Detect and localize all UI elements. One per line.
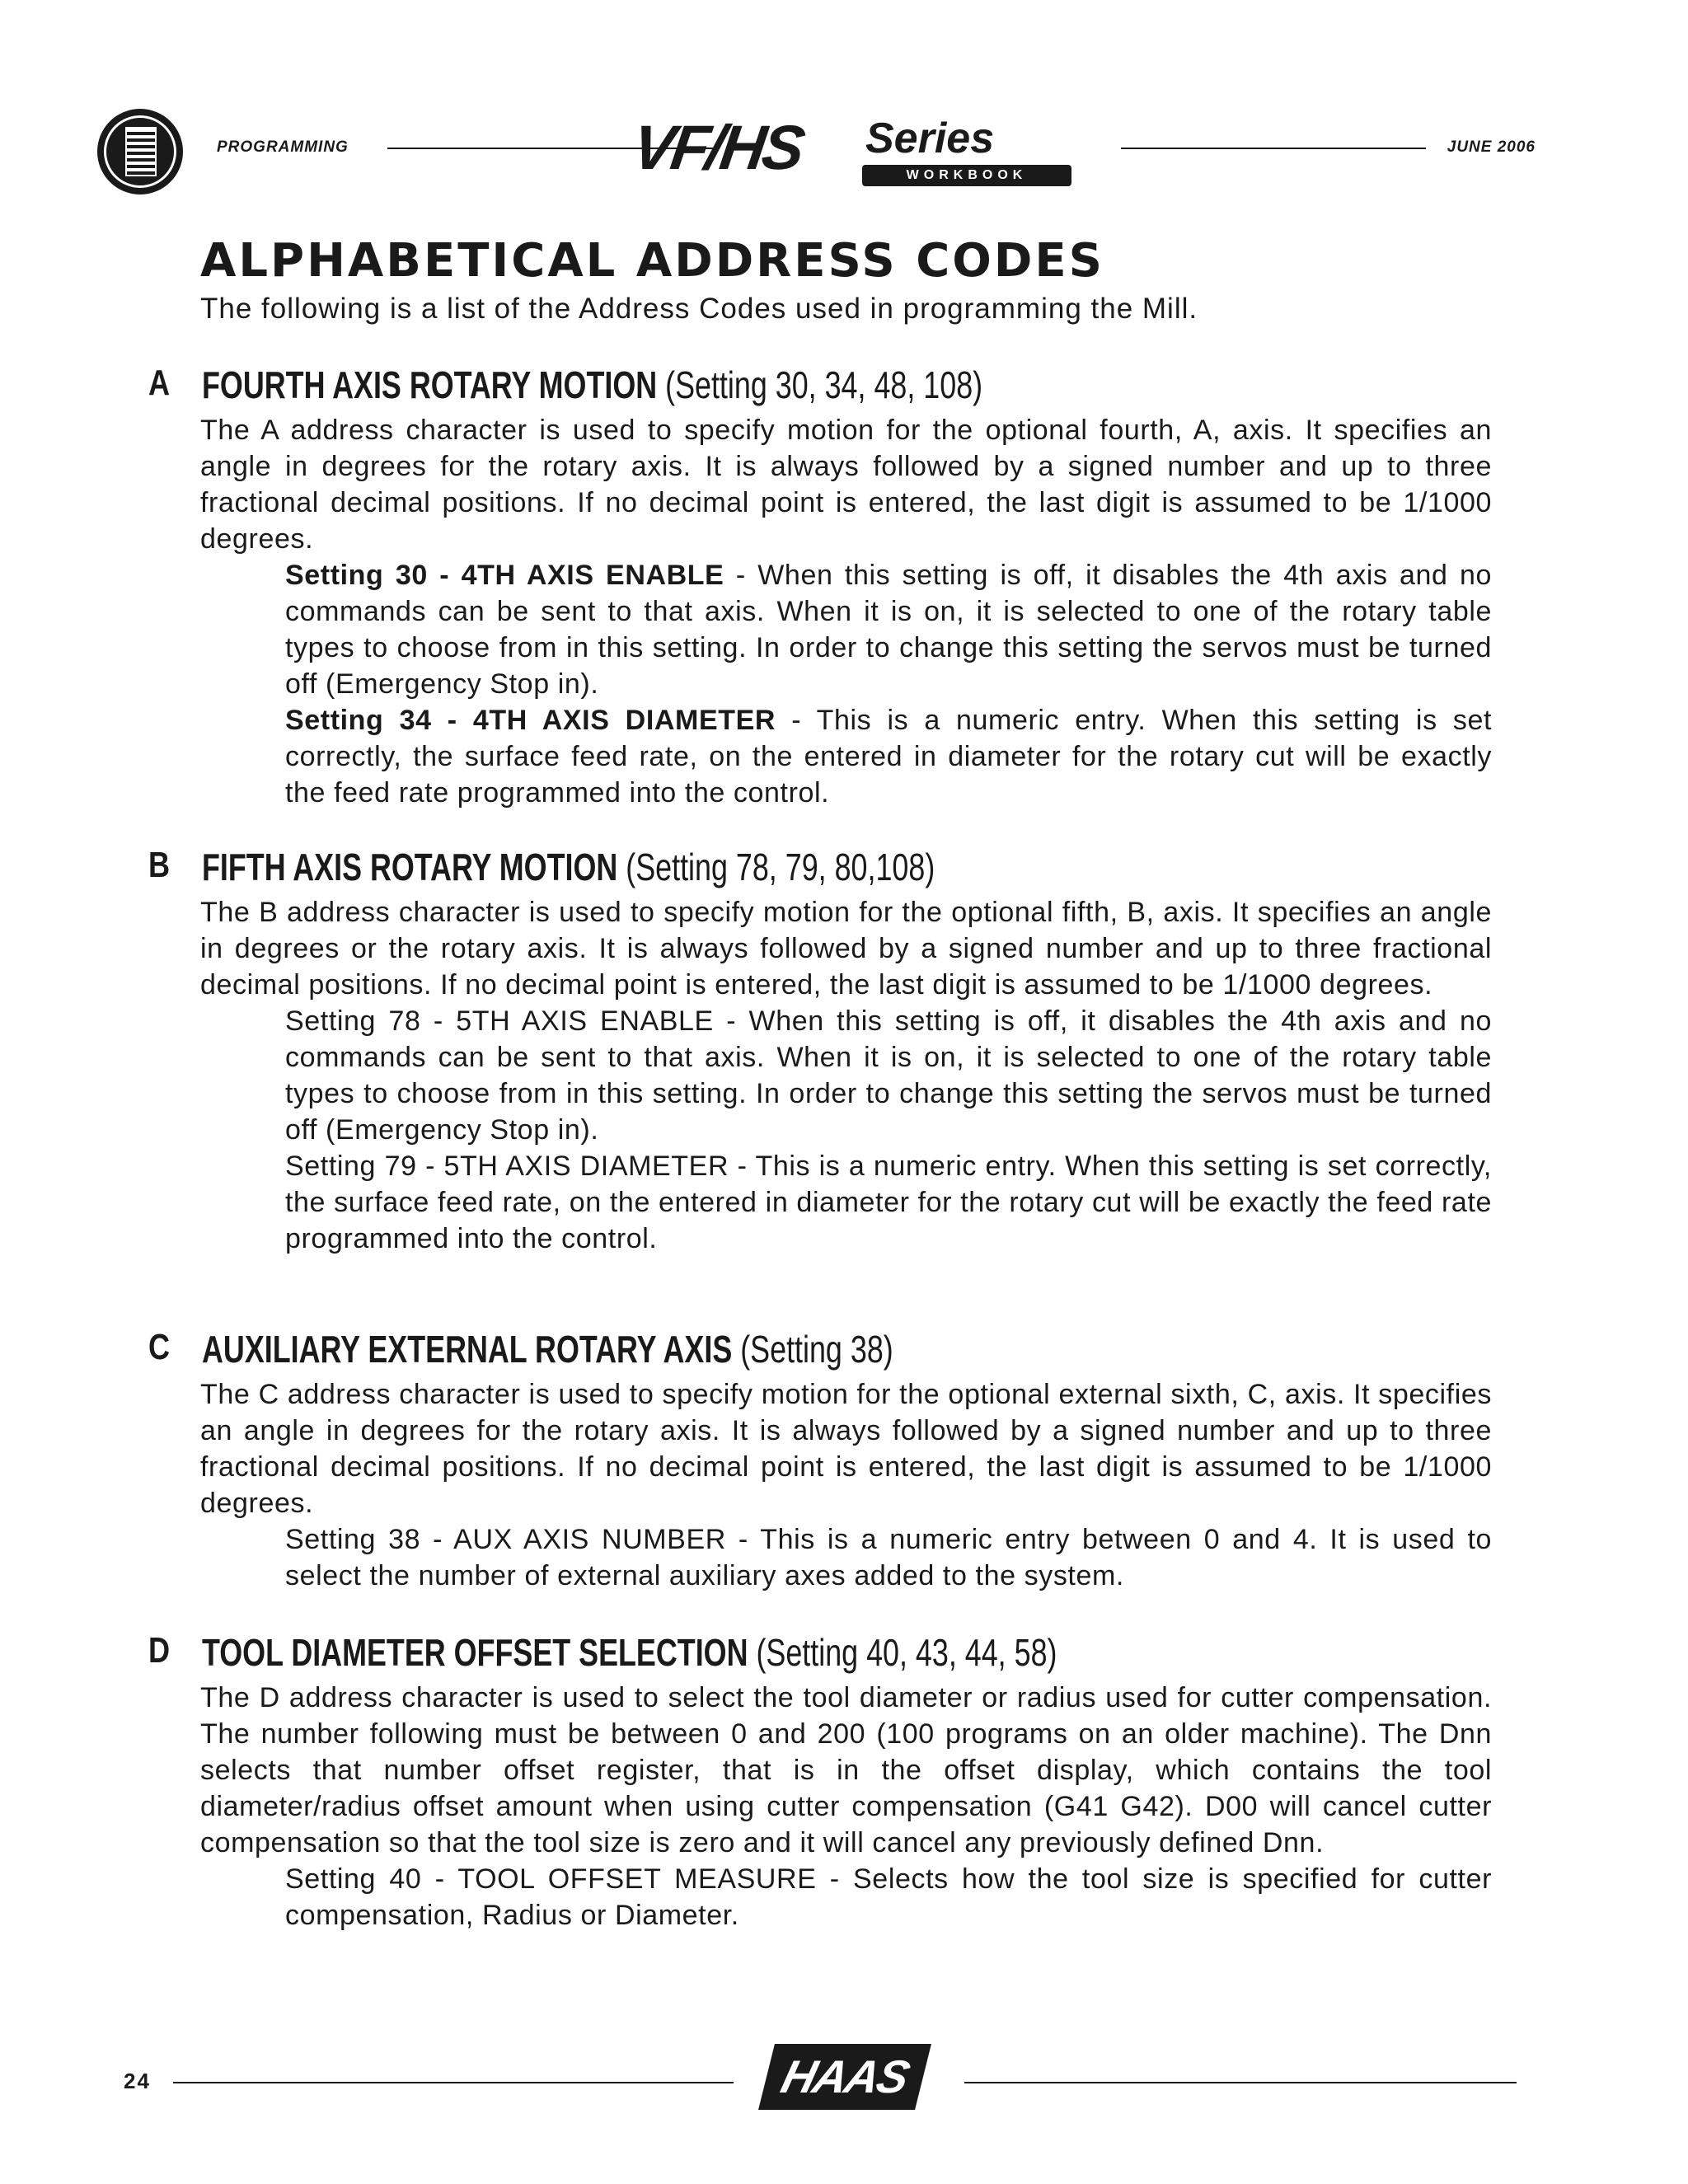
section-d [148,1630,1492,1933]
section-title: TOOL DIAMETER OFFSET SELECTION (Setting 40, 43, 44, 58) [202,1631,1057,1674]
logo-series-text: Series [865,115,995,162]
section-a [148,363,1492,811]
setting-text: - When this setting is off, it disables the 4th axis and no commands can be sent to that axis. When it is on, it is selected to one of the rotary table types to choose from in this setting. In order to change this setting the servos must be turned off (Emergency Stop in). [285,1005,1492,1146]
page-header [97,99,1536,206]
section-heading [148,845,1492,894]
section-c [148,1327,1492,1594]
footer-rule-left [173,2082,734,2083]
section-letter: D [148,1630,171,1671]
setting-text: - This is a numeric entry. When this setting is set correctly, the surface feed rate, on the entered in diameter for the rotary cut will be exactly the feed rate programmed into the control. [285,1151,1492,1254]
setting-item [285,1148,1492,1257]
setting-item [285,1861,1492,1933]
setting-name: Setting 78 - 5TH AXIS ENABLE [285,1005,714,1037]
page-title: ALPHABETICAL ADDRESS CODES [200,234,1104,288]
header-rule-right [1121,148,1426,149]
section-settings-ref: (Setting 78, 79, 80,108) [626,846,935,888]
header-section-label: PROGRAMMING [217,138,349,156]
haas-logo: HAAS [758,2044,931,2110]
section-heading [148,1327,1492,1376]
section-settings-ref: (Setting 40, 43, 44, 58) [756,1631,1057,1674]
section-title: AUXILIARY EXTERNAL ROTARY AXIS (Setting 38) [202,1328,893,1371]
section-title: FOURTH AXIS ROTARY MOTION (Setting 30, 34, 48, 108) [202,363,983,406]
section-settings-ref: (Setting 38) [740,1328,893,1371]
setting-text: - Selects how the tool size is specified for cutter compensation, Radius or Diameter. [285,1863,1493,1931]
section-title: FIFTH AXIS ROTARY MOTION (Setting 78, 79, 80,108) [202,846,935,888]
section-body: The B address character is used to specify motion for the optional fifth, B, axis. It specifies an angle in degrees or the rotary axis. It is always followed by a signed number and up to three fractional decimal positions. If no decimal point is entered, the last digit is assumed to be 1/1000 degrees. [200,897,1492,1001]
section-b [148,845,1492,1257]
section-settings-ref: (Setting 30, 34, 48, 108) [665,363,983,406]
series-logo [628,113,1095,196]
setting-item [285,557,1492,702]
intro-text: The following is a list of the Address Codes used in programming the Mill. [200,293,1198,325]
setting-name: Setting 40 - TOOL OFFSET MEASURE [285,1863,817,1895]
logo-main-text: VF/HS [628,113,806,183]
setting-text: - This is a numeric entry. When this setting is set correctly, the surface feed rate, on the entered in diameter for the rotary cut will be exactly the feed rate programmed into the control. [285,705,1493,808]
section-letter: C [148,1327,171,1367]
page-footer [115,2044,1517,2118]
section-body: The D address character is used to select the tool diameter or radius used for cutter compensation. The number following must be between 0 and 200 (100 programs on an older machine). The Dnn selects that number offset register, that is in the offset display, which contains the tool diameter/radius offset amount when using cutter compensation (G41 G42). D00 will cancel cutter compensation so that the tool size is zero and it will cancel any previously defined Dnn. [200,1682,1492,1858]
document-icon [97,109,183,194]
footer-rule-right [964,2082,1517,2083]
logo-workbook-text: WORKBOOK [862,165,1071,186]
setting-name: Setting 34 - 4TH AXIS DIAMETER [285,705,776,736]
page-number: 24 [124,2069,151,2093]
section-letter: B [148,845,171,885]
setting-name: Setting 79 - 5TH AXIS DIAMETER [285,1151,729,1182]
setting-text: - When this setting is off, it disables the 4th axis and no commands can be sent to that axis. When it is on, it is selected to one of the rotary table types to choose from in this setting. In order to change this setting the servos must be turned off (Emergency Stop in). [285,560,1493,700]
setting-name: Setting 30 - 4TH AXIS ENABLE [285,560,724,591]
setting-name: Setting 38 - AUX AXIS NUMBER [285,1524,726,1555]
setting-item [285,1003,1492,1148]
section-heading [148,363,1492,412]
section-body: The C address character is used to specify motion for the optional external sixth, C, axis. It specifies an angle in degrees for the rotary axis. It is always followed by a signed number and up to three fractional decimal positions. If no decimal point is entered, the last digit is assumed to be 1/1000 degrees. [200,1379,1492,1519]
header-date: JUNE 2006 [1447,138,1536,156]
setting-text: - This is a numeric entry between 0 and 4. It is used to select the number of external auxiliary axes added to the system. [285,1524,1492,1591]
setting-item [285,702,1492,811]
setting-item [285,1521,1492,1594]
section-body: The A address character is used to specify motion for the optional fourth, A, axis. It specifies an angle in degrees for the rotary axis. It is always followed by a signed number and up to three fractional decimal positions. If no decimal point is entered, the last digit is assumed to be 1/1000 degrees. [200,415,1492,555]
section-letter: A [148,363,171,403]
section-heading [148,1630,1492,1680]
